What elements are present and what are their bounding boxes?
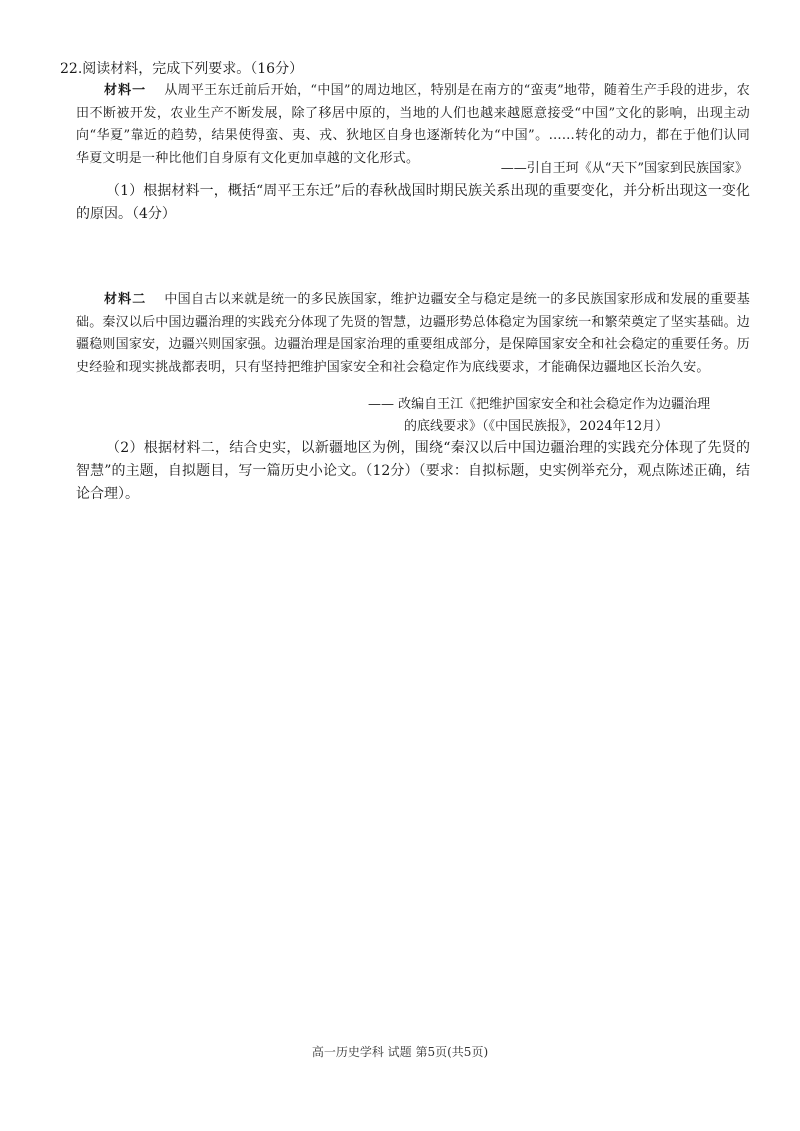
page-footer: 高一历史学科 试题 第5页(共5页) <box>311 1045 489 1059</box>
material-one <box>76 80 750 170</box>
material-two-text: 中国自古以来就是统一的多民族国家，维护边疆安全与稳定是统一的多民族国家形成和发展的重要基础。秦汉以后中国边疆治理的实践充分体现了先贤的智慧，边疆形势总体稳定为国家统一和繁荣奠定了坚实基础。边疆稳则国家安，边疆兴则国家强。边疆治理是国家治理的重要组成部分，是保障国家安全和社会稳定的重要任务。历史经验和现实挑战都表明，只有坚持把维护国家安全和社会稳定作为底线要求，才能确保边疆地区长治久安。 <box>76 292 750 375</box>
sub-question-two: （2）根据材料二，结合史实，以新疆地区为例，围绕“秦汉以后中国边疆治理的实践充分体现了先贤的智慧”的主题，自拟题目，写一篇历史小论文。（12分）（要求：自拟标题，史实例举充分，观点陈述正确，结论合理）。 <box>76 440 750 502</box>
question-title: 22.阅读材料，完成下列要求。（16分） <box>60 61 304 77</box>
material-one-text: 从周平王东迁前后开始，“中国”的周边地区，特别是在南方的“蛮夷”地带，随着生产手段的进步，农田不断被开发，农业生产不断发展，除了移居中原的，当地的人们也越来越愿意接受“中国”文化的影响，出现主动向“华夏”靠近的趋势，结果使得蛮、夷、戎、狄地区自身也逐渐转化为“中国”。……转化的动力，都在于他们认同华夏文明是一种比他们自身原有文化更加卓越的文化形式。 <box>76 83 750 166</box>
material-two-source <box>368 394 753 438</box>
material-one-label: 材料一 <box>104 83 147 98</box>
material-two <box>76 289 750 379</box>
sub-question-one: （1）根据材料一，概括“周平王东迁”后的春秋战国时期民族关系出现的重要变化，并分析出现这一变化的原因。（4分） <box>76 183 750 222</box>
material-two-source-line2: 的底线要求》（《中国民族报》，2024年12月） <box>404 419 669 434</box>
material-two-label: 材料二 <box>104 292 147 307</box>
material-one-source: ——引自王珂《从“天下”国家到民族国家》 <box>500 161 748 176</box>
material-two-source-line1: —— 改编自王江《把维护国家安全和社会稳定作为边疆治理 <box>368 397 711 412</box>
